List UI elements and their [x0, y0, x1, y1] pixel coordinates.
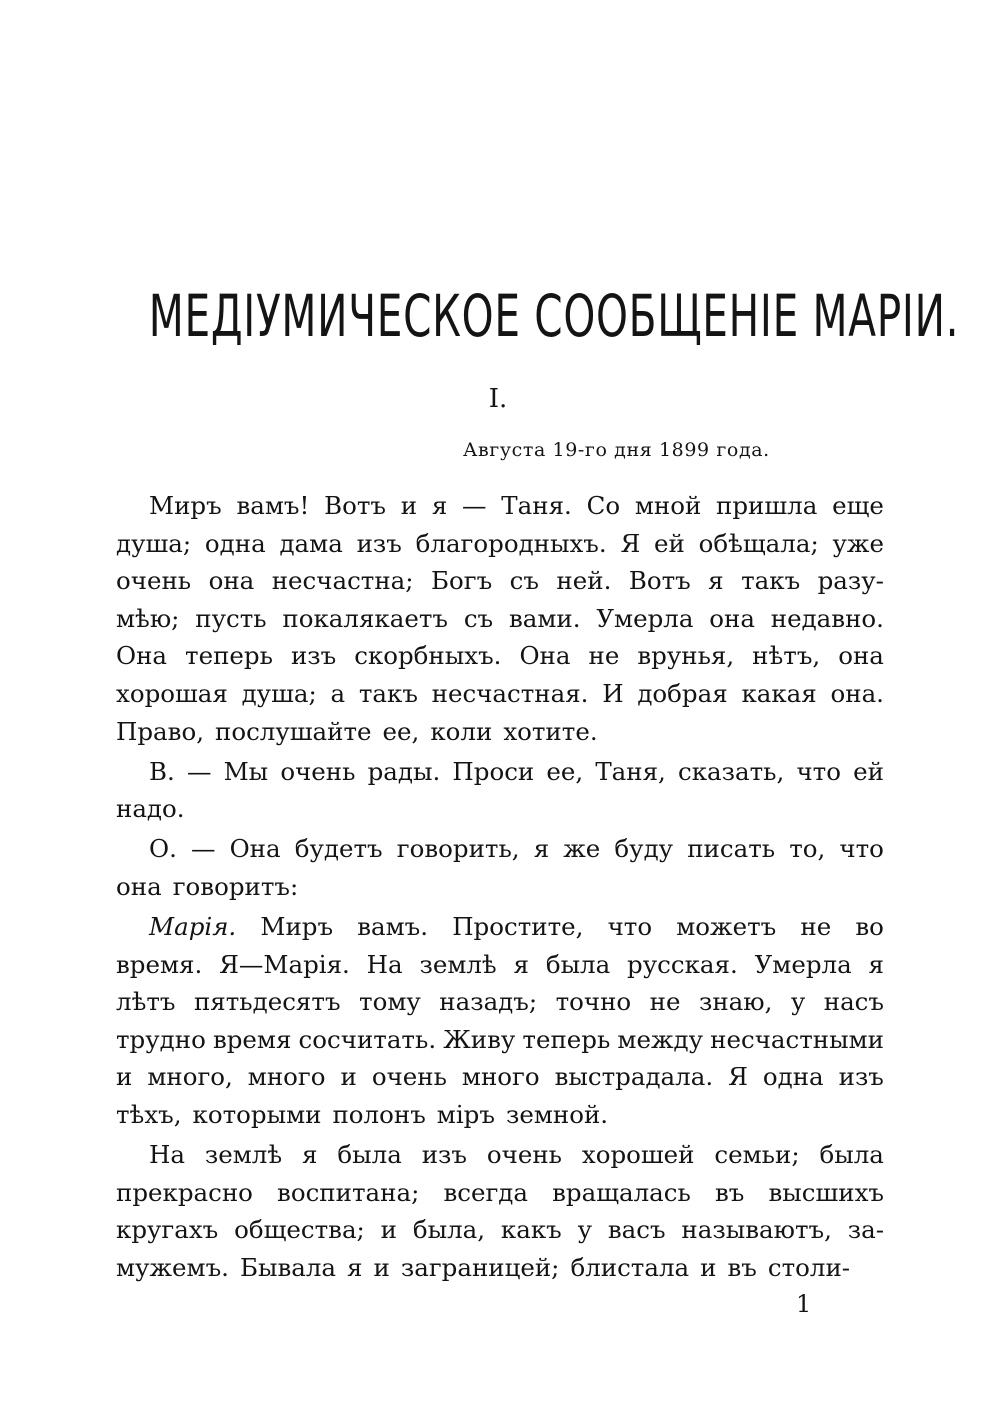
page-title: МЕДІУМИЧЕСКОЕ СООБЩЕНІЕ МАРІИ. — [148, 282, 960, 350]
chapter-number: I. — [488, 384, 508, 414]
text-line: хорошая душа; а такъ несчастная. И добрая какая она. — [116, 678, 884, 708]
text-line: душа; одна дама изъ благородныхъ. Я ей обѣщала; уже — [116, 528, 884, 558]
text-line: прекрасно воспитана; всегда вращалась въ высшихъ — [116, 1177, 884, 1207]
text-line: мѣю; пусть покалякаетъ съ вами. Умерла она недавно. — [116, 603, 884, 633]
text-line: тѣхъ, которыми полонъ міръ земной. — [116, 1100, 609, 1129]
text-line: надо. — [116, 794, 185, 824]
text-line: она говоритъ: — [116, 871, 299, 901]
text-line: и много, много и очень много выстрадала. Я одна изъ — [116, 1062, 884, 1092]
paragraph — [116, 753, 884, 828]
text-line: время. Я—Марія. На землѣ я была русская. Умерла я — [116, 949, 884, 979]
text-line: мужемъ. Бывала я и заграницей; блистала и въ столи- — [116, 1252, 851, 1282]
paragraph — [116, 830, 884, 905]
text-line: Марія. Миръ вамъ. Простите, что можетъ не во — [116, 908, 884, 946]
text-line: О. — Она будетъ говорить, я же буду писать то, что — [149, 834, 884, 864]
dateline: Августа 19-го дня 1899 года. — [463, 439, 770, 461]
text-line: В. — Мы очень рады. Проси ее, Таня, сказать, что ей — [149, 756, 884, 786]
text-line: трудно время сосчитать. Живу теперь между несчастными — [116, 1024, 884, 1054]
paragraph — [116, 908, 884, 1134]
text-line: лѣтъ пятьдесятъ тому назадъ; точно не знаю, у насъ — [116, 987, 884, 1017]
text-line: кругахъ общества; и была, какъ у васъ называютъ, за- — [116, 1215, 884, 1245]
speaker-name: Марія. — [149, 912, 237, 942]
body-text — [116, 487, 884, 1286]
page-number: 1 — [796, 1290, 812, 1318]
text-line: Миръ вамъ! Вотъ и я — Таня. Со мной пришла еще — [149, 491, 884, 520]
text-line: очень она несчастна; Богъ съ ней. Вотъ я такъ разу- — [116, 566, 884, 596]
paragraph — [116, 1136, 884, 1286]
paragraph — [116, 487, 884, 750]
text-line: Она теперь изъ скорбныхъ. Она не врунья, нѣтъ, она — [116, 641, 884, 671]
text-line: Право, послушайте ее, коли хотите. — [116, 716, 598, 746]
text-line: На землѣ я была изъ очень хорошей семьи; была — [149, 1140, 884, 1170]
